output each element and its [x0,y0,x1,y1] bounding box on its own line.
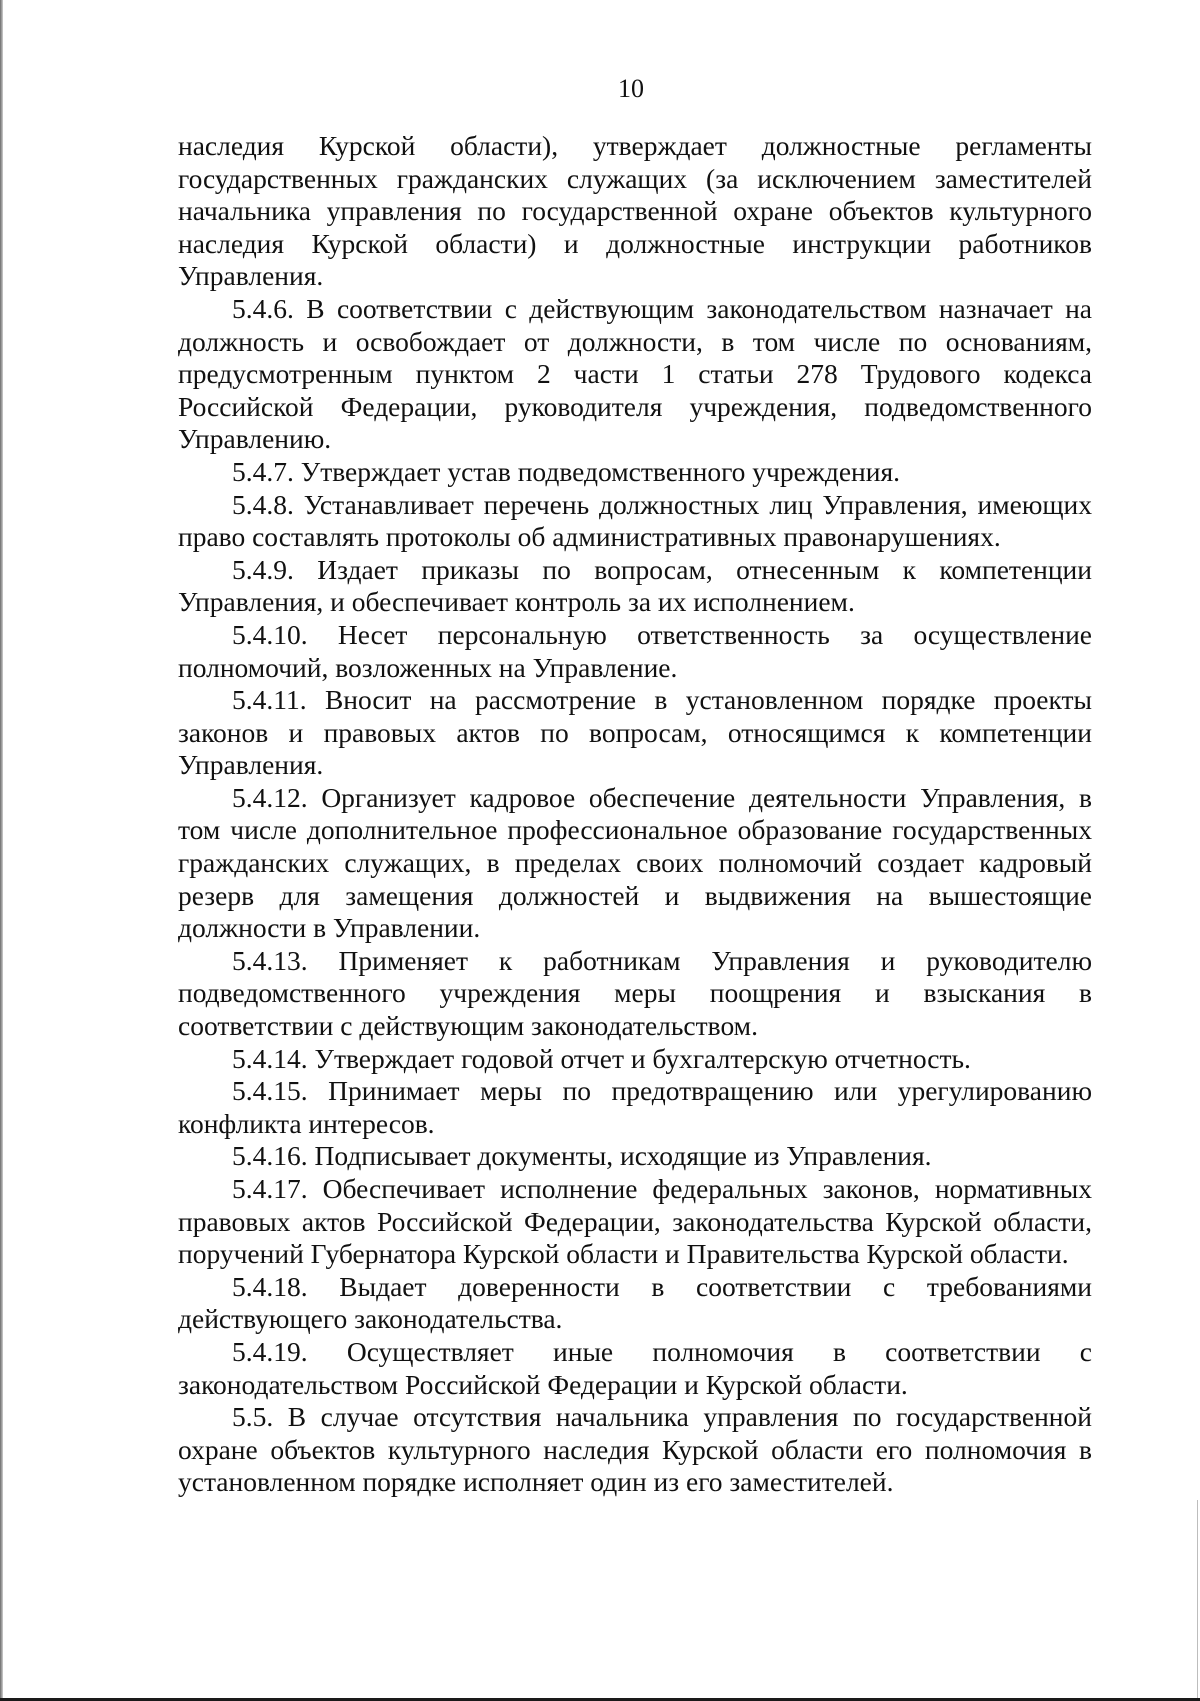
paragraph-5-4-10: 5.4.10. Несет персональную ответственность за осуществление полномочий, возложенных на Управление. [178,618,1092,683]
paragraph-5-4-13: 5.4.13. Применяет к работникам Управления и руководителю подведомственного учреждения меры поощрения и взыскания в соответствии с действующим законодательством. [178,944,1092,1042]
scan-edge-right [1197,1500,1198,1701]
scan-edge-left [0,0,3,1701]
paragraph-5-4-18: 5.4.18. Выдает доверенности в соответствии с требованиями действующего законодательства. [178,1270,1092,1335]
paragraph-continuation: наследия Курской области), утверждает должностные регламенты государственных гражданских служащих (за исключением заместителей начальника управления по государственной охране объектов культурного наследия Курской области) и должностные инструкции работников Управления. [178,130,1092,292]
document-body [178,130,1092,1499]
paragraph-5-4-16: 5.4.16. Подписывает документы, исходящие из Управления. [232,1140,932,1172]
paragraph-5-4-19: 5.4.19. Осуществляет иные полномочия в соответствии с законодательством Российской Федерации и Курской области. [178,1335,1092,1400]
paragraph-5-4-6: 5.4.6. В соответствии с действующим законодательством назначает на должность и освобождает от должности, в том числе по основаниям, предусмотренным пунктом 2 части 1 статьи 278 Трудового кодекса Российской Федерации, руководителя учреждения, подведомственного Управлению. [178,292,1092,455]
paragraph-5-4-9: 5.4.9. Издает приказы по вопросам, отнесенным к компетенции Управления, и обеспечивает контроль за их исполнением. [178,553,1092,618]
paragraph-5-4-14: 5.4.14. Утверждает годовой отчет и бухгалтерскую отчетность. [232,1042,971,1074]
paragraph-5-5: 5.5. В случае отсутствия начальника управления по государственной охране объектов культурного наследия Курской области его полномочия в установленном порядке исполняет один из его заместителей. [178,1401,1092,1498]
paragraph-5-4-15: 5.4.15. Принимает меры по предотвращению или урегулированию конфликта интересов. [178,1075,1092,1139]
paragraph-5-4-7: 5.4.7. Утверждает устав подведомственного учреждения. [232,455,900,487]
page-number: 10 [618,74,644,103]
paragraph-5-4-11: 5.4.11. Вносит на рассмотрение в установленном порядке проекты законов и правовых актов по вопросам, относящимся к компетенции Управления. [178,684,1092,781]
paragraph-5-4-17: 5.4.17. Обеспечивает исполнение федеральных законов, нормативных правовых актов Российской Федерации, законодательства Курской области, поручений Губернатора Курской области и Правительства Курской области. [178,1173,1092,1270]
paragraph-5-4-12: 5.4.12. Организует кадровое обеспечение деятельности Управления, в том числе дополнительное профессиональное образование государственных гражданских служащих, в пределах своих полномочий создает кадровый резерв для замещения должностей и выдвижения на вышестоящие должности в Управлении. [178,781,1092,944]
paragraph-5-4-8: 5.4.8. Устанавливает перечень должностных лиц Управления, имеющих право составлять протоколы об административных правонарушениях. [178,488,1092,553]
